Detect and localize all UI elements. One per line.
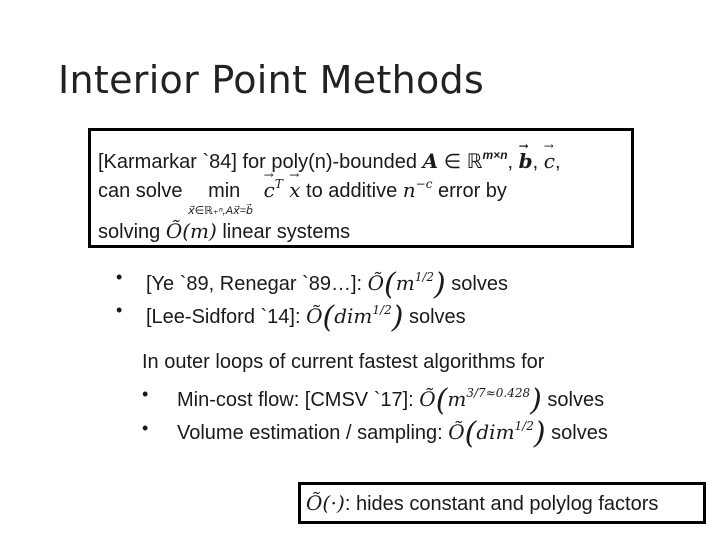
math-O-dim-half-2: Õ(dim$^{1/2}$) bbox=[448, 416, 546, 451]
math-in-R: ∈ ℝ$^{m\times n}$, → b, → c, bbox=[444, 151, 561, 173]
bullet-text-post: solves bbox=[541, 389, 605, 411]
note-label: : hides constant and polylog factors bbox=[344, 493, 659, 515]
bullet-text: [Lee-Sidford `14]: bbox=[146, 306, 307, 328]
bullet-dot: • bbox=[116, 300, 123, 320]
math-O-dot: Õ(⋅) bbox=[306, 491, 345, 515]
box-line-2-text-b: to additive bbox=[300, 180, 403, 202]
bullet-dot: • bbox=[116, 267, 123, 287]
box-line-2 bbox=[98, 172, 507, 217]
math-O-m: Õ(m) bbox=[165, 219, 217, 243]
bullet-text: Volume estimation / sampling: bbox=[177, 422, 449, 444]
math-O-m-half: $Õ(m^{1/2})$ bbox=[367, 267, 446, 302]
math-min bbox=[188, 179, 258, 217]
box-line-1-text: [Karmarkar `84] for poly(n)-bounded bbox=[98, 151, 423, 173]
bullet-volume-estimation bbox=[177, 414, 608, 451]
math-O-m-3-7: $Õ(m^{3/7\approx 0.428})$ bbox=[419, 383, 542, 418]
box-line-1 bbox=[98, 143, 561, 174]
math-A: A bbox=[422, 149, 439, 173]
box-line-2-text: can solve bbox=[98, 180, 189, 202]
box-line-3-text-b: linear systems bbox=[216, 221, 351, 243]
math-objective: → $c^T \to x$ bbox=[264, 178, 301, 202]
intro-text: In outer loops of current fastest algorithms for bbox=[142, 351, 545, 373]
bullet-min-cost-flow bbox=[177, 381, 605, 418]
bullet-ye-renegar bbox=[146, 265, 508, 302]
math-error: $n^{-c}$ bbox=[402, 177, 433, 202]
page-title: Interior Point Methods bbox=[58, 58, 485, 102]
bullet-text-post: solves bbox=[403, 306, 466, 328]
box-line-3 bbox=[98, 219, 350, 244]
bullet-text-post: solves bbox=[445, 273, 508, 295]
bullet-text: [Ye `89, Renegar `89…]: bbox=[146, 273, 368, 295]
bullet-text-post: solves bbox=[545, 422, 608, 444]
math-O-dim-half: Õ(dim$^{1/2}$) bbox=[306, 300, 404, 335]
bullet-dot: • bbox=[142, 418, 149, 438]
box-line-2-text-c: error by bbox=[432, 180, 507, 202]
min-condition: x⃗∈ℝ₊ⁿ,Ax⃗=b⃗ bbox=[188, 205, 253, 217]
min-label: min bbox=[208, 180, 241, 202]
bullet-lee-sidford bbox=[146, 298, 466, 335]
bullet-text: Min-cost flow: [CMSV `17]: bbox=[177, 389, 420, 411]
note-text bbox=[306, 491, 658, 516]
box-line-3-text: solving bbox=[98, 221, 166, 243]
bullet-dot: • bbox=[142, 384, 149, 404]
